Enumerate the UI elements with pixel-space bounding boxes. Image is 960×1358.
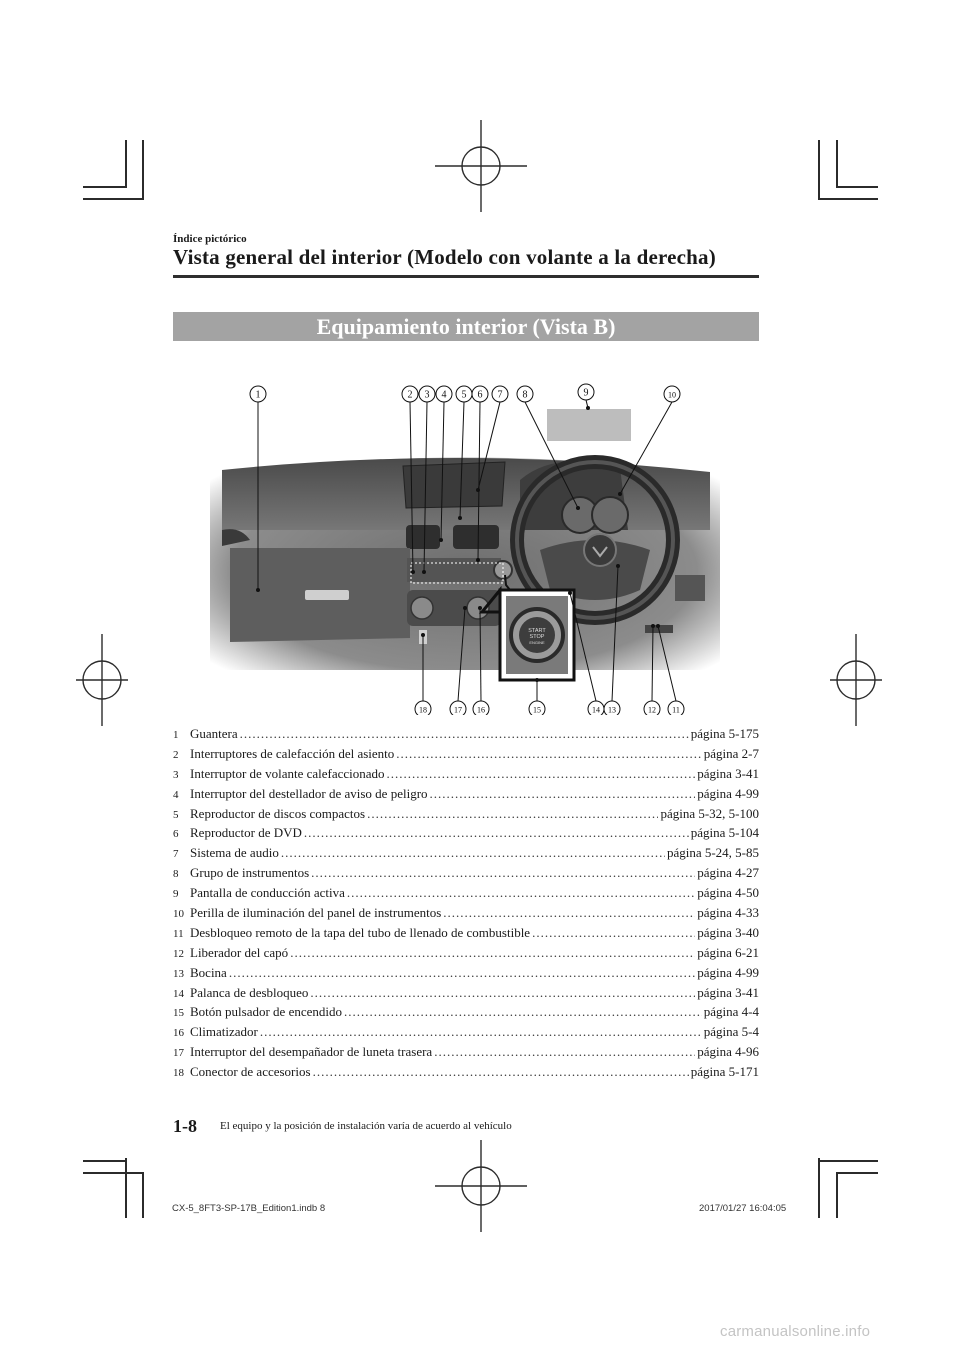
page-reference: página 5-4 xyxy=(703,1024,759,1040)
legend-label: Interruptores de calefacción del asiento xyxy=(190,745,395,761)
legend-number: 7 xyxy=(173,848,179,861)
page-reference: página 4-96 xyxy=(697,1044,759,1060)
leader-dot xyxy=(656,624,660,628)
page-reference: página 6-21 xyxy=(697,944,759,960)
right-center-vent xyxy=(453,525,499,549)
legend-label: Interruptor de volante calefaccionado xyxy=(190,765,385,781)
page-number: 1-8 xyxy=(173,1116,197,1136)
leader-dot xyxy=(616,564,620,568)
legend-label: Guantera xyxy=(190,726,238,741)
center-display xyxy=(403,462,505,508)
legend-number: 3 xyxy=(173,768,179,781)
legend-item xyxy=(173,885,759,905)
leader-dot xyxy=(618,492,622,496)
callout-label: 11 xyxy=(672,705,680,715)
leader-dot xyxy=(478,606,482,610)
legend-item xyxy=(173,1064,759,1084)
legend-label: Palanca de desbloqueo xyxy=(190,984,309,1000)
callout-label: 4 xyxy=(441,389,447,401)
legend-number: 1 xyxy=(173,729,179,741)
callout-label: 2 xyxy=(407,389,413,401)
leader-dot xyxy=(458,516,462,520)
leader-dots xyxy=(367,806,658,822)
legend-number: 5 xyxy=(173,808,179,821)
legend-number: 15 xyxy=(173,1007,184,1020)
page-reference: página 4-27 xyxy=(697,865,759,881)
legend-label: Sistema de audio xyxy=(190,845,279,861)
horn-pad xyxy=(584,534,616,566)
callout-label: 13 xyxy=(608,705,616,715)
leader-dots xyxy=(396,746,701,762)
file-timestamp: 2017/01/27 16:04:05 xyxy=(699,1203,787,1214)
leader-dots xyxy=(281,845,665,861)
callout-label: 7 xyxy=(497,389,503,401)
callout-label: 5 xyxy=(461,389,467,401)
leader-dot xyxy=(586,406,590,410)
registration-mark-right xyxy=(830,634,882,726)
legend-number: 13 xyxy=(173,967,184,980)
callout-label: 8 xyxy=(522,389,528,401)
leader-dot xyxy=(256,588,260,592)
leader-dots xyxy=(310,985,695,1001)
legend-label: Bocina xyxy=(190,964,227,980)
leader-dots xyxy=(434,1044,695,1060)
leader-dots xyxy=(532,925,695,941)
page-reference: página 4-50 xyxy=(697,885,759,901)
leader-dots xyxy=(260,1024,702,1040)
callout-label: 14 xyxy=(592,705,600,715)
legend-number: 16 xyxy=(173,1027,184,1040)
leader-dot xyxy=(535,678,539,682)
legend-label: Conector de accesorios xyxy=(190,1064,311,1080)
page-note: El equipo y la posición de instalación varía de acuerdo al vehículo xyxy=(220,1120,512,1132)
callout-label: 16 xyxy=(477,705,485,715)
page-reference: página 3-41 xyxy=(697,984,759,1000)
legend-item xyxy=(173,746,759,766)
page-reference: página 4-33 xyxy=(697,905,759,921)
title-divider xyxy=(173,275,759,278)
legend-item xyxy=(173,845,759,865)
legend-number: 17 xyxy=(173,1047,184,1060)
legend-number: 11 xyxy=(173,927,184,940)
leader-dot xyxy=(421,633,425,637)
legend-label: Pantalla de conducción activa xyxy=(190,885,345,901)
legend-item xyxy=(173,985,759,1005)
leader-dots xyxy=(430,786,696,802)
leader-dots xyxy=(229,965,695,981)
legend-item xyxy=(173,965,759,985)
leader-dot xyxy=(576,506,580,510)
legend-number: 9 xyxy=(173,888,179,901)
legend-number: 14 xyxy=(173,987,184,1000)
leader-dots xyxy=(311,865,695,881)
glove-box-handle xyxy=(305,590,349,600)
leader-dot xyxy=(651,624,655,628)
legend-label: Grupo de instrumentos xyxy=(190,865,310,881)
callout-label: 6 xyxy=(477,389,483,401)
legend-number: 12 xyxy=(173,947,184,960)
leader-dots xyxy=(313,1064,689,1080)
legend-label: Reproductor de DVD xyxy=(190,825,302,841)
legend-item xyxy=(173,1044,759,1064)
callout-label: 9 xyxy=(583,387,589,399)
legend-item xyxy=(173,1004,759,1024)
page-reference: página 3-41 xyxy=(697,765,759,781)
callout-label: 3 xyxy=(424,389,430,401)
callout-label: 15 xyxy=(533,705,541,715)
legend-label: Climatizador xyxy=(190,1024,258,1040)
legend-number: 10 xyxy=(173,908,184,921)
leader-dots xyxy=(443,905,695,921)
page-reference: página 5-32, 5-100 xyxy=(660,805,759,821)
legend-number: 6 xyxy=(173,828,179,841)
page-reference: página 5-104 xyxy=(690,825,759,841)
page-reference: página 4-99 xyxy=(697,964,759,980)
file-info: CX-5_8FT3-SP-17B_Edition1.indb 8 xyxy=(172,1203,326,1214)
component-legend xyxy=(173,726,759,1084)
button-text-engine: ENGINE xyxy=(529,640,545,645)
legend-item xyxy=(173,766,759,786)
legend-item xyxy=(173,925,759,945)
interior-illustration xyxy=(210,380,720,715)
page-title: Vista general del interior (Modelo con volante a la derecha) xyxy=(173,245,716,269)
callout-label: 18 xyxy=(419,705,427,715)
legend-number: 4 xyxy=(173,788,179,801)
leader-dots xyxy=(290,945,695,961)
leader-dot xyxy=(439,538,443,542)
legend-item xyxy=(173,905,759,925)
leader-dots xyxy=(344,1004,702,1020)
callout-label: 1 xyxy=(255,389,261,401)
legend-number: 8 xyxy=(173,868,179,881)
legend-label: Perilla de iluminación del panel de instrumentos xyxy=(190,905,442,921)
legend-label: Interruptor del destellador de aviso de peligro xyxy=(190,785,428,801)
left-center-vent xyxy=(406,525,440,549)
legend-number: 2 xyxy=(173,748,179,761)
legend-item xyxy=(173,945,759,965)
callout-label: 12 xyxy=(648,705,656,715)
legend-label: Botón pulsador de encendido xyxy=(190,1004,342,1020)
section-banner: Equipamiento interior (Vista B) xyxy=(173,312,759,341)
legend-item xyxy=(173,786,759,806)
watermark: carmanualsonline.info xyxy=(720,1323,871,1340)
legend-label: Reproductor de discos compactos xyxy=(190,805,366,821)
page-reference: página 5-24, 5-85 xyxy=(666,845,759,861)
callout-label: 10 xyxy=(668,390,676,400)
leader-dots xyxy=(240,726,689,742)
legend-item xyxy=(173,865,759,885)
page-reference: página 5-175 xyxy=(690,726,759,741)
leader-dot xyxy=(463,606,467,610)
legend-item xyxy=(173,806,759,826)
leader-dot xyxy=(476,488,480,492)
page-reference: página 4-4 xyxy=(703,1004,759,1020)
legend-item xyxy=(173,1024,759,1044)
section-label: Índice pictórico xyxy=(173,233,247,245)
legend-item xyxy=(173,825,759,845)
legend-label: Interruptor del desempañador de luneta trasera xyxy=(190,1044,433,1060)
callout-label: 17 xyxy=(454,705,462,715)
leader-dot xyxy=(476,558,480,562)
leader-dot xyxy=(568,591,572,595)
legend-label: Liberador del capó xyxy=(190,944,289,960)
head-up-display-box xyxy=(547,409,631,441)
page-reference: página 2-7 xyxy=(703,745,759,761)
registration-mark-left xyxy=(76,634,128,726)
legend-label: Desbloqueo remoto de la tapa del tubo de llenado de combustible xyxy=(190,924,531,940)
button-text-start: START xyxy=(528,628,546,634)
button-text-stop: STOP xyxy=(529,634,545,640)
page-reference: página 5-171 xyxy=(690,1064,759,1080)
page-reference: página 3-40 xyxy=(697,924,759,940)
leader-dot xyxy=(422,570,426,574)
leader-dots xyxy=(347,885,695,901)
legend-item xyxy=(173,726,759,746)
registration-mark-bottom xyxy=(435,1140,527,1232)
leader-dot xyxy=(411,570,415,574)
registration-mark-top xyxy=(435,120,527,212)
page-reference: página 4-99 xyxy=(697,785,759,801)
leader-dots xyxy=(387,766,696,782)
legend-number: 18 xyxy=(173,1067,184,1080)
leader-dots xyxy=(304,825,689,841)
